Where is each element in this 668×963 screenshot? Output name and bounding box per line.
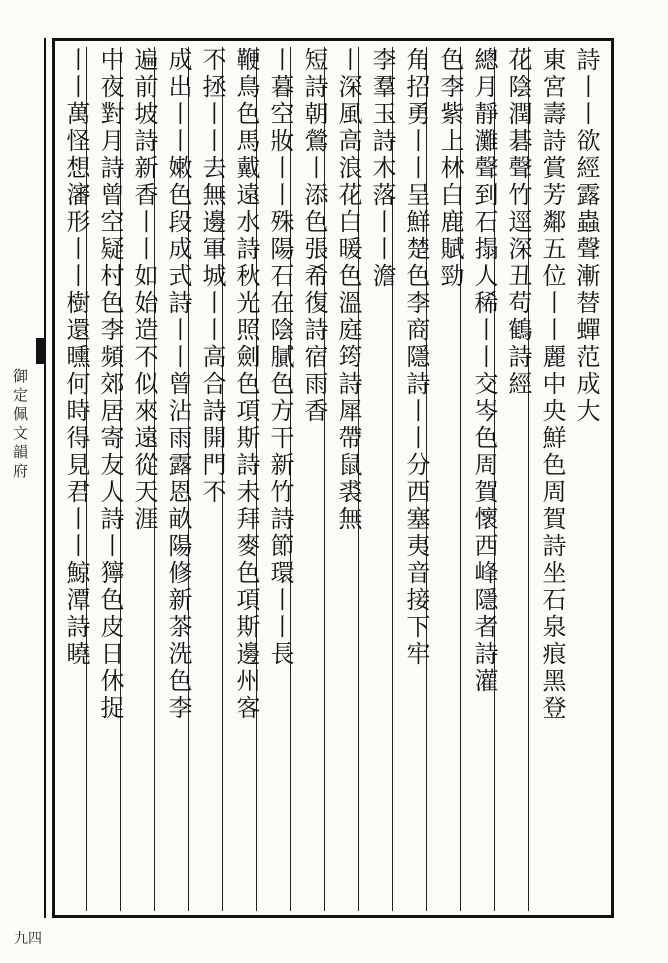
left-border-rule xyxy=(44,38,46,918)
text-column-7: 李羣玉詩木落丨丨澹 xyxy=(358,47,405,911)
text-column-11: 鞭鳥色馬戴遠水詩秋光照劍色項斯詩未拜麥色項斯邊州客 xyxy=(222,47,269,911)
text-column-9: 短詩朝鶯丨添色張希復詩宿雨香 xyxy=(290,47,337,911)
text-column-15: 中夜對月詩曾空疑村色李頻郊居寄友人詩丨獰色皮日休捉 xyxy=(86,47,133,911)
page-number: 九四 xyxy=(14,931,42,947)
text-column-1: 詩丨丨欲經露蟲聲漸替蟬范成大 xyxy=(572,47,600,425)
text-frame xyxy=(52,38,614,918)
text-column-12: 不拯丨丨去無邊軍城丨丨高合詩開門不 xyxy=(188,47,235,911)
text-column-5: 色李紫上林白鹿賦勁 xyxy=(426,47,473,911)
text-column-14: 遍前坡詩新香丨丨如始造不似來遠從天涯 xyxy=(120,47,167,911)
text-column-2: 東宮壽詩賞芳鄰五位丨丨麗中央鮮色周賀詩坐石泉痕黑登 xyxy=(528,47,575,911)
fore-edge-title: 御定佩文韻府 xyxy=(11,368,29,482)
text-column-13: 成出丨丨嫩色段成式詩丨丨曾沾雨露恩畝陽修新茶洗色李 xyxy=(154,47,201,911)
text-column-16: 丨丨萬怪想瀋形丨丨樹還曛何時得見君丨丨鯨潭詩曉 xyxy=(52,47,99,911)
text-column-6: 角招勇丨丨呈鮮楚色李商隱詩丨丨分西塞夷音接下牢 xyxy=(392,47,439,911)
text-column-8: 丨深風高浪花白暖色溫庭筠詩犀帶鼠裘無 xyxy=(324,47,371,911)
fore-edge-margin xyxy=(0,38,50,918)
text-column-3: 花陰潤碁聲竹逕深丑苟鶴詩經 xyxy=(494,47,541,911)
text-column-10: 丨暮空妝丨丨殊陽石在陰膩色方干新竹詩節環丨丨長 xyxy=(256,47,303,911)
text-column-4: 總月靜灘聲到石搨人稀丨丨交岑色周賀懷西峰隱者詩灌 xyxy=(460,47,507,911)
